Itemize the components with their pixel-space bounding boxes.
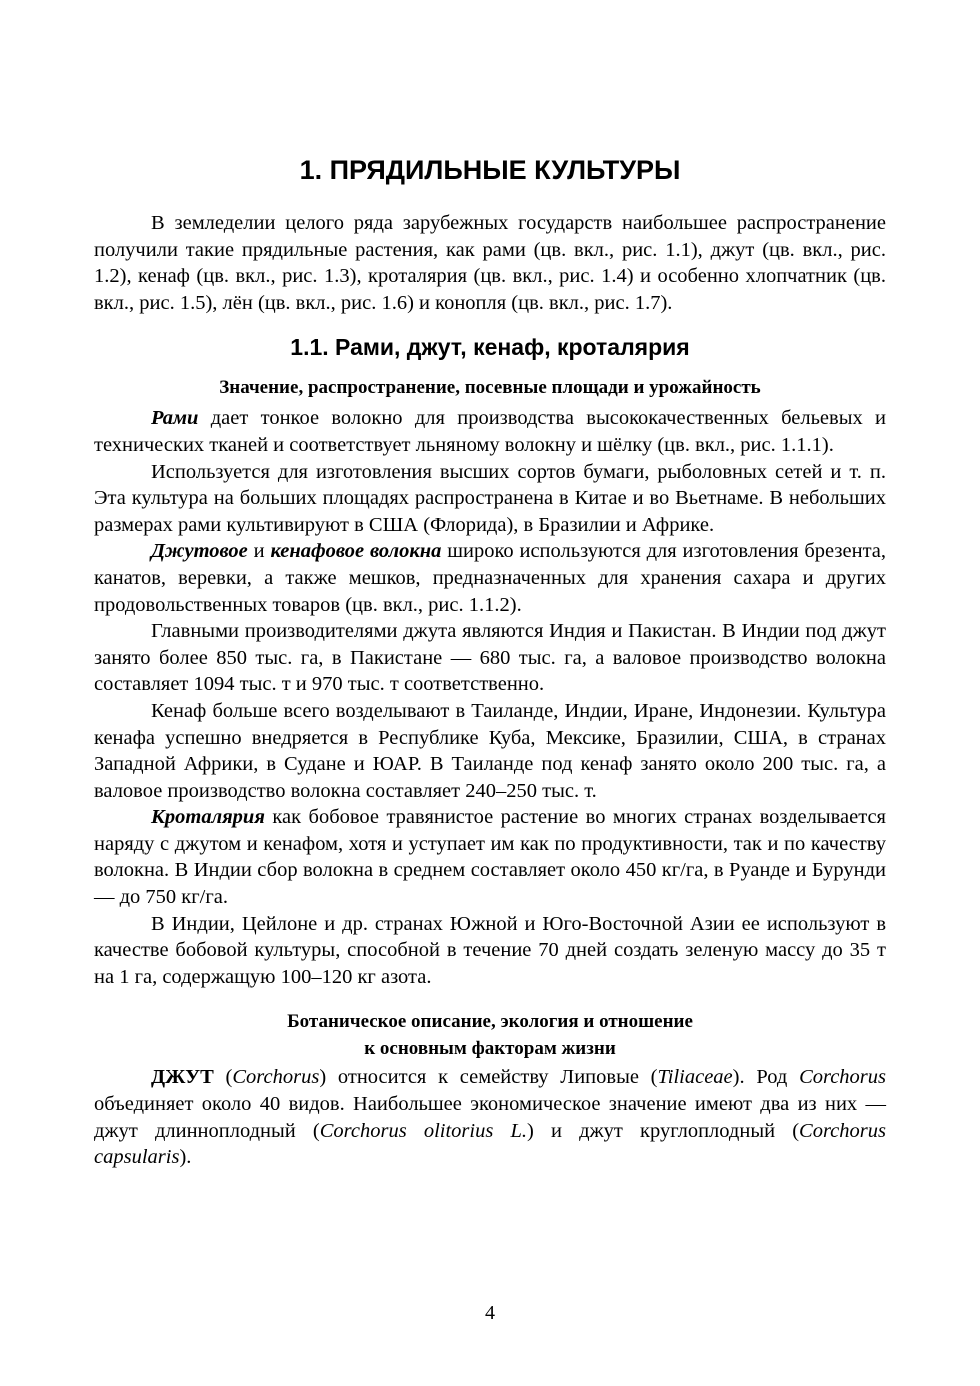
jute-text: широко используются для изготовления брезента, канатов, веревки, а также мешков, предназначенных для хранения сахара и других продовольственных товаров (цв. вкл., рис. 1.1.2). (94, 540, 887, 616)
subsection-title-2 (94, 1008, 886, 1062)
term-jute: Джутовое (151, 540, 248, 563)
subsection-title-1: Значение, распространение, посевные площади и урожайность (219, 377, 761, 399)
latin-corchorus-capsularis: Corchorus capsularis (94, 1119, 886, 1169)
dzhut-t4: объединяет около 40 видов. Наибольшее экономическое значение имеют два из них — джут длинноплодный ( (94, 1093, 886, 1142)
rami-text: дает тонкое волокно для производства высококачественных бельевых и технических тканей и соответствует льняному волокну и шёлку (цв. вкл., рис. 1.1.1). (94, 407, 886, 456)
intro-paragraph: В земледелии целого ряда зарубежных государств наибольшее распространение получили такие прядильные растения, как рами (цв. вкл., рис. 1.1), джут (цв. вкл., рис. 1.2), кенаф (цв. вкл., рис. 1.3), кроталярия (цв. вкл., рис. 1.4) и особенно хлопчатник (цв. вкл., рис. 1.5), лён (цв. вкл., рис. 1.6) и конопля (цв. вкл., рис. 1.7). (94, 212, 886, 314)
chapter-title: 1. ПРЯДИЛЬНЫЕ КУЛЬТУРЫ (299, 155, 681, 185)
paragraph-rami (94, 405, 886, 458)
paragraph-india: В Индии, Цейлоне и др. странах Южной и Юго-Восточной Азии ее используют в качестве бобовой культуры, способной в течение 70 дней создать зеленую массу до 35 т на 1 га, содержащую 100–120 кг азота. (94, 912, 886, 988)
page-number: 4 (485, 1302, 495, 1324)
paragraph-kenaf: Кенаф больше всего возделывают в Таиланде, Индии, Иране, Индонезии. Культура кенафа успешно внедряется в Республике Куба, Мексике, Бразилии, США, в странах Западной Африки, в Судане и ЮАР. В Таиланде под кенаф занято около 200 тыс. га, а валовое производство волокна составляет 240–250 тыс. т. (94, 699, 886, 802)
subsection-title-2-line2: к основным факторам жизни (364, 1038, 616, 1060)
paragraph-producers: Главными производителями джута являются Индия и Пакистан. В Индии под джут занято более 850 тыс. га, в Пакистане — 680 тыс. га, а валовое производство волокна составляет 1094 тыс. т и 970 тыс. т соответственно. (94, 620, 886, 696)
paragraph-dzhut (94, 1064, 886, 1170)
term-rami: Рами (151, 407, 199, 430)
term-crotalaria: Кроталярия (151, 806, 265, 829)
term-kenaf-fiber: кенафовое волокна (270, 540, 442, 563)
dzhut-t3: ). Род (732, 1066, 800, 1089)
dzhut-t2: ) относится к семейству Липовые ( (319, 1066, 658, 1089)
dzhut-t6: ). (179, 1146, 192, 1169)
subsection-title-2-line1: Ботаническое описание, экология и отношение (287, 1011, 693, 1033)
section-title: 1.1. Рами, джут, кенаф, кроталярия (290, 334, 690, 361)
jute-and: и (247, 540, 271, 563)
paragraph-usage: Используется для изготовления высших сортов бумаги, рыболовных сетей и т. п. Эта культура на больших площадях распространена в Китае и во Вьетнаме. В небольших размерах рами культивируют в США (Флорида), в Бразилии и Африке. (94, 460, 886, 536)
latin-tiliaceae: Tiliaceae (657, 1066, 733, 1089)
paragraph-crotalaria (94, 804, 886, 910)
latin-corchorus-olitorius: Corchorus olitorius L. (319, 1119, 527, 1142)
latin-corchorus-2: Corchorus (799, 1066, 887, 1089)
term-dzhut: ДЖУТ (151, 1066, 214, 1089)
paragraph-jute-fiber (94, 538, 886, 618)
dzhut-t1: ( (213, 1066, 233, 1089)
latin-corchorus-1: Corchorus (232, 1066, 320, 1089)
dzhut-t5: ) и джут круглоплодный ( (527, 1119, 800, 1142)
crotalaria-text: как бобовое травянистое растение во многих странах возделывается наряду с джутом и кенафом, хотя и уступает им как по продуктивности, так и по качеству волокна. В Индии сбор волокна в среднем составляет около 450 кг/га, в Руанде и Бурунди — до 750 кг/га. (94, 806, 886, 909)
page-body (94, 150, 886, 1171)
